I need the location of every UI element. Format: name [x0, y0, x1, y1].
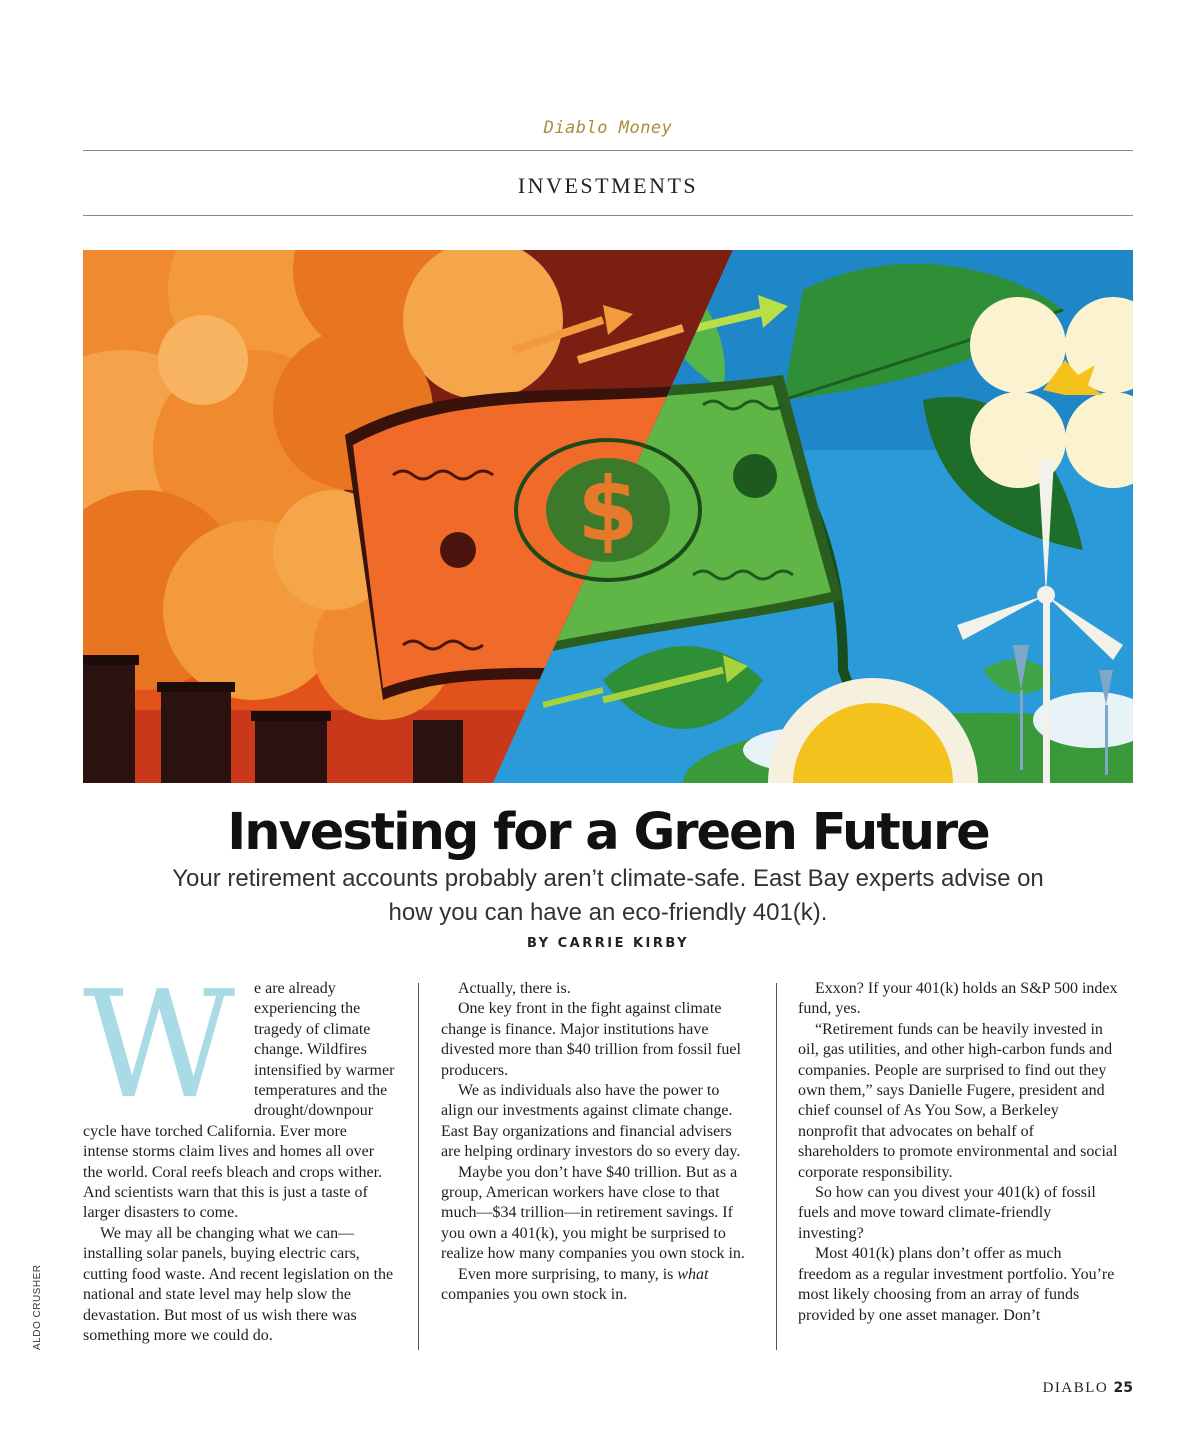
paragraph: We as individuals also have the power to align our investments against climate change. East Bay organizations and financial advisers are helping ordinary investors do so every day.: [441, 1082, 741, 1161]
paragraph: Most 401(k) plans don’t offer as much freedom as a regular investment portfolio. You’re most likely choosing from an array of funds provided by one asset manager. Don’t: [798, 1245, 1115, 1324]
article-column-1: [83, 979, 395, 1359]
column-divider: [418, 983, 419, 1350]
text-run: companies you own stock in.: [441, 1286, 628, 1304]
headline: Investing for a Green Future: [227, 803, 989, 862]
paragraph: We may all be changing what we can—installing solar panels, buying electric cars, cutting food waste. And recent legislation on the national and state level may help slow the devastation. But most of us wish there was something more we could do.: [83, 1224, 394, 1344]
text-run: Even more surprising, to many, is: [458, 1265, 678, 1283]
header-rule-top: [83, 150, 1133, 151]
paragraph: e are already experiencing the tragedy of climate change. Wildfires intensified by warmer temperatures and the drought/downpour cycle have torched California. Ever more intense storms claim lives and homes all over the world. Coral reefs bleach and crops wither. And scientists warn that this is just a taste of larger disasters to come.: [83, 980, 395, 1222]
paragraph: Exxon? If your 401(k) holds an S&P 500 index fund, yes.: [798, 980, 1118, 1018]
paragraph: “Retirement funds can be heavily invested in oil, gas utilities, and other high-carbon funds and companies. People are surprised to find out they own them,” says Danielle Fugere, president and chief counsel of As You Sow, a Berkeley nonprofit that advocates on behalf of shareholders to promote environmental and social corporate responsibility.: [798, 1020, 1118, 1181]
paragraph: [441, 1265, 753, 1306]
photo-credit: ALDO CRUSHER: [32, 1264, 43, 1350]
dek: Your retirement accounts probably aren’t climate-safe. East Bay experts advise on how you can have an eco-friendly 401(k).: [172, 865, 1044, 926]
paragraph: One key front in the fight against climate change is finance. Major institutions have divested more than $40 trillion from fossil fuel producers.: [441, 1000, 741, 1079]
article-column-2: [441, 979, 753, 1359]
byline: BY CARRIE KIRBY: [526, 936, 690, 951]
magazine-name: DIABLO: [1042, 1380, 1109, 1396]
dropcap: W: [83, 979, 230, 1131]
hero-illustration: [83, 250, 1133, 783]
column-divider: [776, 983, 777, 1350]
department-title: INVESTMENTS: [517, 173, 699, 198]
section-label: Diablo Money: [543, 118, 673, 138]
paragraph: So how can you divest your 401(k) of fossil fuels and move toward climate-friendly investing?: [798, 1184, 1096, 1242]
dollar-sign-icon: $: [577, 458, 639, 561]
page-number: 25: [1113, 1380, 1133, 1396]
article-column-3: [798, 979, 1118, 1359]
paragraph: Actually, there is.: [458, 980, 571, 997]
emphasis: what: [677, 1265, 709, 1283]
folio: [1043, 1380, 1133, 1397]
paragraph: Maybe you don’t have $40 trillion. But as a group, American workers have close to that much—$34 trillion—in retirement savings. If you own a 401(k), you might be surprised to realize how many companies you own stock in.: [441, 1163, 745, 1263]
header-rule-bottom: [83, 215, 1133, 216]
